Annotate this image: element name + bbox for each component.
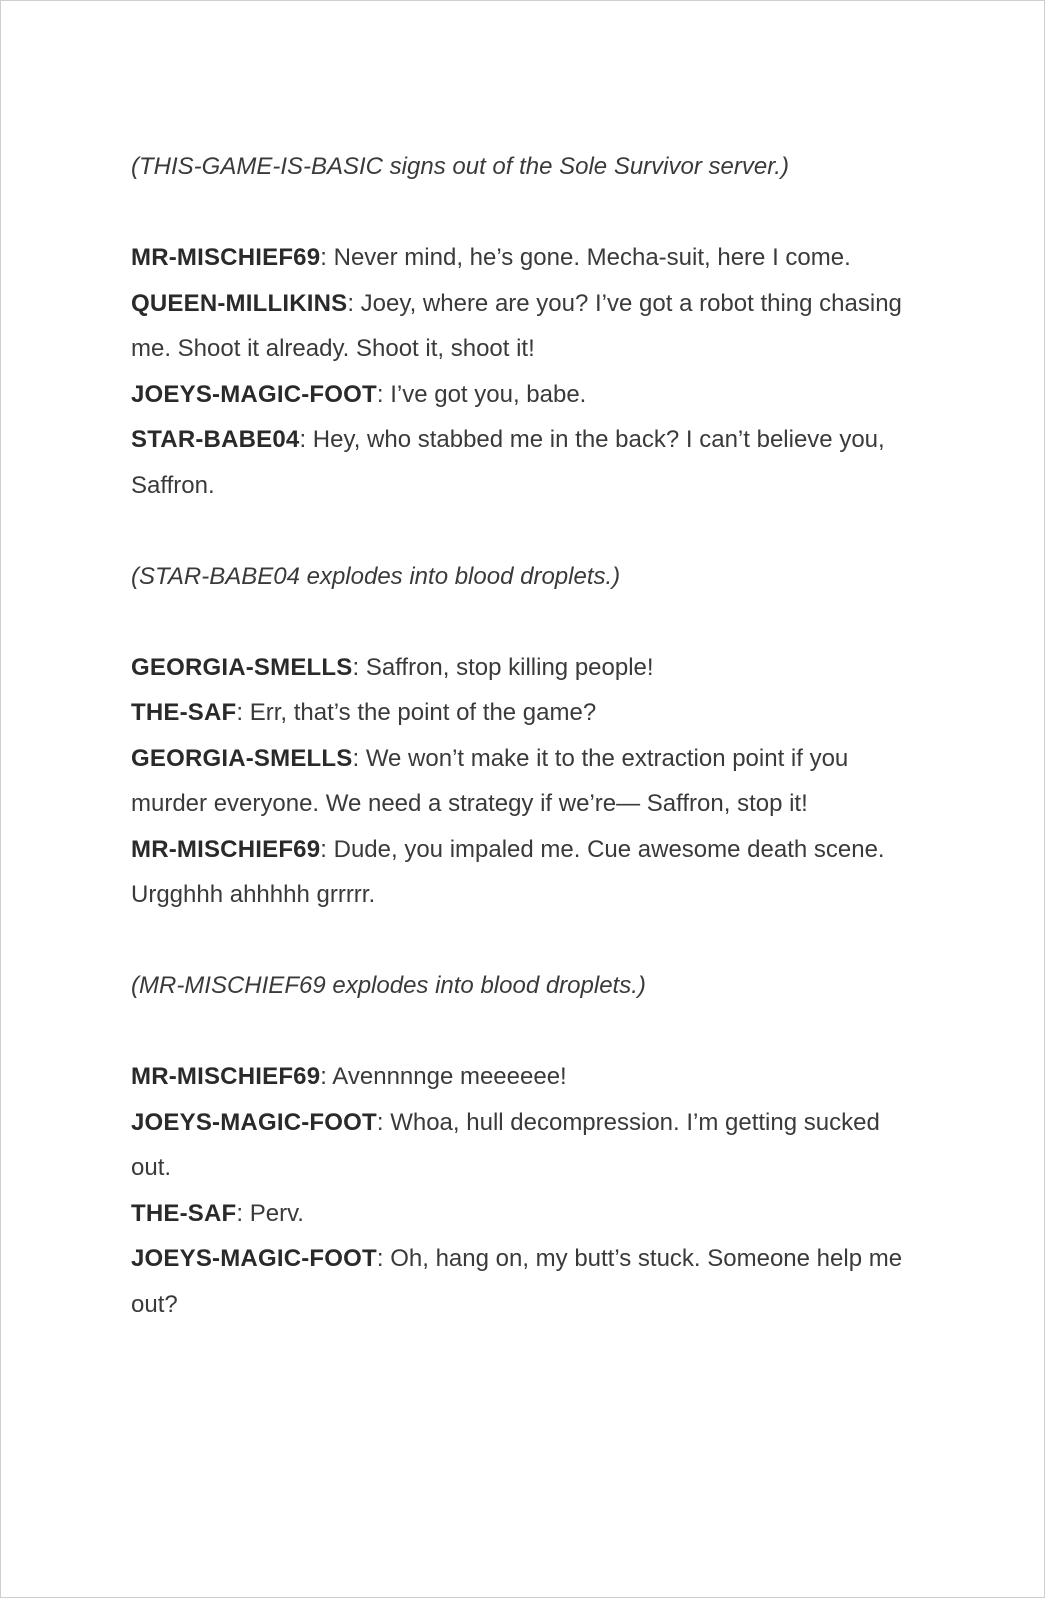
stage-direction: (MR-MISCHIEF69 explodes into blood droplets.) — [131, 972, 646, 999]
chat-line — [131, 736, 921, 827]
chat-line — [131, 281, 921, 372]
chat-script — [131, 144, 921, 1327]
paragraph-gap — [131, 918, 921, 964]
chat-message: : Whoa, hull decompression. I’m getting sucked out. — [131, 1108, 880, 1181]
chat-message: : Joey, where are you? I’ve got a robot thing chasing me. Shoot it already. Shoot it, shoot it! — [131, 289, 902, 362]
speaker-name: JOEYS-MAGIC-FOOT — [131, 1108, 377, 1136]
chat-line — [131, 1191, 921, 1237]
chat-message: : We won’t make it to the extraction point if you murder everyone. We need a strategy if we’re— Saffron, stop it! — [131, 744, 849, 817]
chat-line — [131, 827, 921, 918]
speaker-name: MR-MISCHIEF69 — [131, 1063, 321, 1090]
chat-message: : Err, that’s the point of the game? — [236, 699, 597, 726]
speaker-name: QUEEN-MILLIKINS — [131, 289, 348, 317]
chat-message: : Never mind, he’s gone. Mecha-suit, here I come. — [320, 244, 851, 271]
stage-direction: (THIS-GAME-IS-BASIC signs out of the Sole Survivor server.) — [131, 153, 789, 180]
speaker-name: THE-SAF — [131, 699, 237, 726]
chat-line — [131, 690, 921, 736]
chat-message: : Hey, who stabbed me in the back? I can’t believe you, Saffron. — [131, 426, 885, 499]
speaker-name: MR-MISCHIEF69 — [131, 244, 321, 271]
paragraph-gap — [131, 190, 921, 236]
paragraph-gap — [131, 1009, 921, 1055]
chat-line — [131, 1054, 921, 1100]
speaker-name: THE-SAF — [131, 1199, 237, 1227]
stage-direction: (STAR-BABE04 explodes into blood droplets.) — [131, 562, 621, 590]
paragraph-gap — [131, 599, 921, 645]
speaker-name: JOEYS-MAGIC-FOOT — [131, 380, 377, 408]
speaker-name: GEORGIA-SMELLS — [131, 744, 353, 772]
speaker-name: JOEYS-MAGIC-FOOT — [131, 1245, 377, 1272]
chat-message: : Saffron, stop killing people! — [352, 653, 654, 681]
paragraph-gap — [131, 508, 921, 554]
chat-message: : I’ve got you, babe. — [376, 380, 587, 408]
speaker-name: GEORGIA-SMELLS — [131, 653, 353, 681]
chat-message: : Dude, you impaled me. Cue awesome death scene. Urgghhh ahhhhh grrrrr. — [131, 835, 885, 908]
speaker-name: MR-MISCHIEF69 — [131, 835, 321, 863]
chat-line — [131, 645, 921, 691]
chat-line — [131, 1236, 921, 1327]
chat-line — [131, 1100, 921, 1191]
chat-message: : Oh, hang on, my butt’s stuck. Someone help me out? — [131, 1245, 903, 1318]
chat-line — [131, 417, 921, 508]
speaker-name: STAR-BABE04 — [131, 426, 300, 453]
chat-line — [131, 372, 921, 418]
chat-message: : Perv. — [236, 1199, 304, 1227]
chat-line — [131, 235, 921, 281]
chat-message: : Avennnnge meeeeee! — [320, 1063, 567, 1090]
